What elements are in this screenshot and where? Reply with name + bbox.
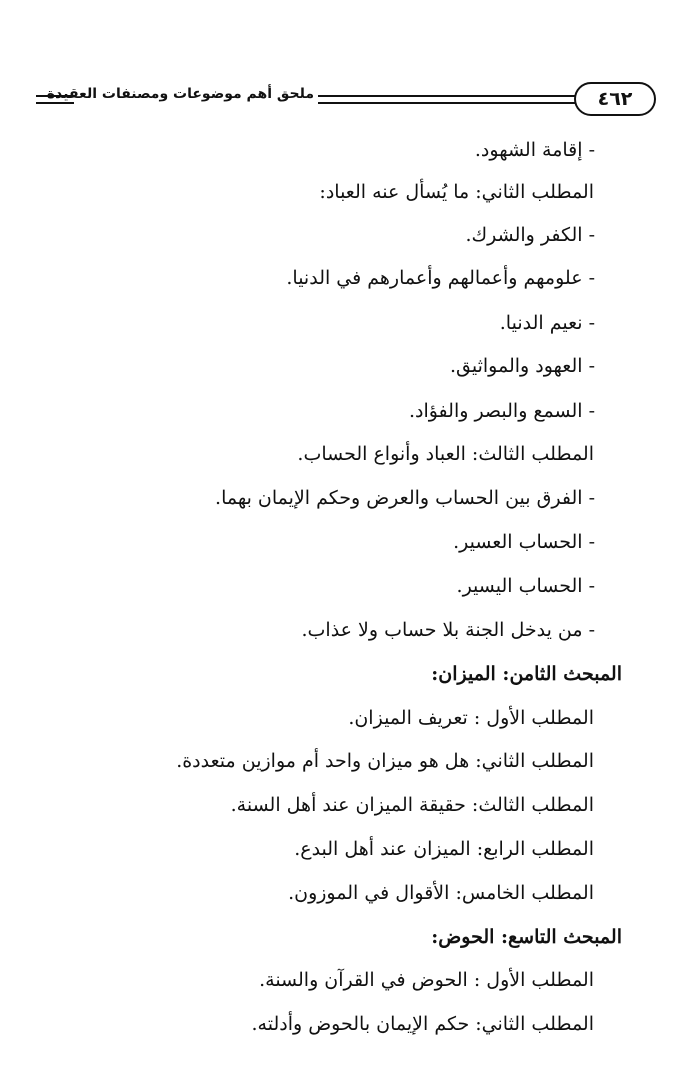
subsection-heading: المطلب الثاني: حكم الإيمان بالحوض وأدلته. — [251, 1013, 594, 1035]
list-item: - الفرق بين الحساب والعرض وحكم الإيمان بهما. — [215, 487, 595, 509]
subsection-heading: المطلب الأول : الحوض في القرآن والسنة. — [259, 969, 594, 991]
header-rule — [318, 95, 576, 97]
subsection-heading: المطلب الأول : تعريف الميزان. — [348, 707, 594, 729]
subsection-heading: المطلب الثاني: ما يُسأل عنه العباد: — [319, 181, 594, 203]
subsection-heading: المطلب الثالث: حقيقة الميزان عند أهل السنة. — [230, 794, 594, 816]
list-item: - علومهم وأعمالهم وأعمارهم في الدنيا. — [286, 267, 595, 289]
subsection-heading: المطلب الثاني: هل هو ميزان واحد أم موازين متعددة. — [176, 750, 594, 772]
list-item: - السمع والبصر والفؤاد. — [408, 400, 595, 422]
page-number: ٤٦٢ — [597, 88, 633, 110]
subsection-heading: المطلب الرابع: الميزان عند أهل البدع. — [294, 838, 594, 860]
header-rule — [318, 102, 576, 104]
running-header — [36, 82, 656, 118]
list-item: - الحساب العسير. — [453, 531, 595, 553]
page-number-badge — [574, 82, 656, 116]
list-item: - الكفر والشرك. — [465, 224, 595, 246]
header-rule — [36, 102, 74, 104]
list-item: - نعيم الدنيا. — [499, 312, 595, 334]
list-item: - من يدخل الجنة بلا حساب ولا عذاب. — [301, 619, 595, 641]
list-item: - العهود والمواثيق. — [450, 355, 595, 377]
section-heading: المبحث الثامن: الميزان: — [431, 663, 622, 685]
section-heading: المبحث التاسع: الحوض: — [431, 926, 622, 948]
header-title: ملحق أهم موضوعات ومصنفات العقيدة — [46, 86, 314, 102]
list-item: - الحساب اليسير. — [456, 575, 595, 597]
subsection-heading: المطلب الخامس: الأقوال في الموزون. — [288, 882, 594, 904]
list-item: - إقامة الشهود. — [474, 139, 595, 161]
subsection-heading: المطلب الثالث: العباد وأنواع الحساب. — [297, 443, 594, 465]
